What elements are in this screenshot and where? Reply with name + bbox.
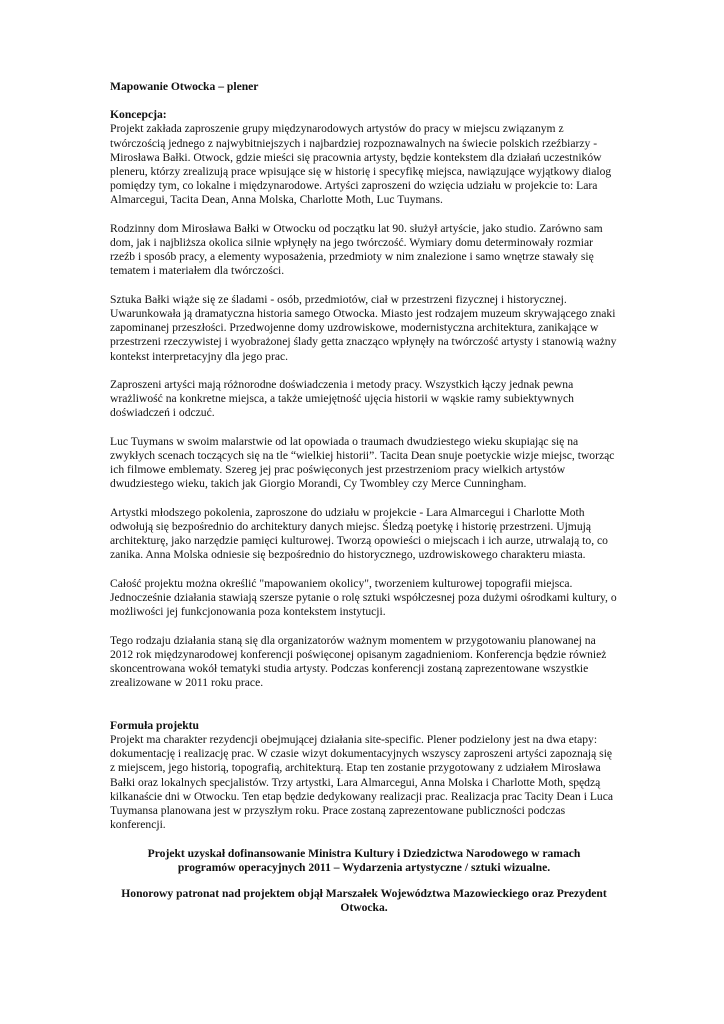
formula-heading: Formuła projektu — [110, 718, 199, 732]
concept-heading: Koncepcja: — [110, 108, 167, 122]
concept-paragraph-7: Całość projektu można określić "mapowaniem okolicy", tworzeniem kulturowej topografii miejsca. Jednocześnie działania stawiają szersze pytanie o rolę sztuki współczesnej poza dużymi ośrodkami kultury, o możliwości jej funkcjonowania poza kontekstem instytucji. — [110, 576, 617, 619]
patronage-note: Honorowy patronat nad projektem objął Marszałek Województwa Mazowieckiego oraz Prezydent Otwocka. — [121, 887, 607, 915]
concept-paragraph-2: Rodzinny dom Mirosława Bałki w Otwocku od początku lat 90. służył artyście, jako studio. Zarówno sam dom, jak i najbliższa okolica silnie wpłynęły na jego twórczość. Wymiary domu determinowały rozmiar rzeźb i sposób pracy, a elementy wyposażenia, przedmioty w nim znalezione i samo wnętrze stawały się tematem i materiałem dla twórczości. — [110, 221, 603, 278]
funding-note: Projekt uzyskał dofinansowanie Ministra Kultury i Dziedzictwa Narodowego w ramach programów operacyjnych 2011 – Wydarzenia artystyczne / sztuki wizualne. — [147, 846, 581, 874]
concept-paragraph-6: Artystki młodszego pokolenia, zaproszone do udziału w projekcie - Lara Almarcegui i Charlotte Moth odwołują się bezpośrednio do architektury danych miejsc. Śledzą poetykę i historię przestrzeni. Ujmują architekturę, jako narzędzie pamięci kulturowej. Tworzą opowieści o miejscach i ich aurze, utrwalają to, co zanika. Anna Molska odniesie się bezpośrednio do historycznego, uzdrowiskowego charakteru miasta. — [110, 505, 608, 562]
document-page — [110, 80, 618, 927]
concept-paragraph-3: Sztuka Bałki wiąże się ze śladami - osób, przedmiotów, ciał w przestrzeni fizycznej i historycznej. Uwarunkowała ją dramatyczna historia samego Otwocka. Miasto jest rodzajem muzeum skrywającego znaki zapominanej przeszłości. Przedwojenne domy uzdrowiskowe, modernistyczna architektura, zanikające w przestrzeni rzeczywistej i wyobrażonej ślady getta znacząco wpłynęły na twórczość artysty i stanowią ważny kontekst interpretacyjny dla jego prac. — [110, 292, 617, 363]
concept-paragraph-8: Tego rodzaju działania staną się dla organizatorów ważnym momentem w przygotowaniu planowanej na 2012 rok międzynarodowej konferencji poświęconej opisanym zagadnieniom. Konferencja będzie również skoncentrowana wokół tematyki studia artysty. Podczas konferencji zostaną zaprezentowane wszystkie zrealizowane w 2011 roku prace. — [110, 633, 607, 690]
formula-paragraph: Projekt ma charakter rezydencji obejmującej działania site-specific. Plener podzielony jest na dwa etapy: dokumentację i realizację prac. W czasie wizyt dokumentacyjnych wszyscy zaproszeni artyści zapoznają się z miejscem, jego historią, topografią, architekturą. Etap ten zostanie przygotowany z udziałem Mirosława Bałki oraz lokalnych specjalistów. Trzy artystki, Lara Almarcegui, Anna Molska i Charlotte Moth, spędzą kilkanaście dni w Otwocku. Ten etap będzie dedykowany realizacji prac. Realizacja prac Tacity Dean i Luca Tuymansa planowana jest w przyszłym roku. Prace zostaną zaprezentowane publiczności podczas konferencji. — [110, 733, 614, 832]
concept-paragraph-5: Luc Tuymans w swoim malarstwie od lat opowiada o traumach dwudziestego wieku skupiając się na zwykłych scenach toczących się na tle “wielkiej historii”. Tacita Dean snuje poetyckie wizje miejsc, tworząc ich filmowe emblematy. Szereg jej prac poświęconych jest przestrzeniom pracy wielkich artystów dwudziestego wieku, takich jak Giorgio Morandi, Cy Twombley czy Merce Cunningham. — [110, 434, 615, 491]
section-spacer — [110, 705, 618, 719]
concept-paragraph-4: Zaproszeni artyści mają różnorodne doświadczenia i metody pracy. Wszystkich łączy jednak pewna wrażliwość na konkretne miejsca, a także umiejętność ujęcia historii w wąskie ramy subiektywnych doświadczeń i odczuć. — [110, 378, 574, 420]
document-title: Mapowanie Otwocka – plener — [110, 80, 259, 93]
concept-paragraph-1: Projekt zakłada zaproszenie grupy międzynarodowych artystów do pracy w miejscu związanym z twórczością jednego z najwybitniejszych i najbardziej rozpoznawalnych na świecie polskich rzeźbiarzy - Mirosława Bałki. Otwock, gdzie mieści się pracownia artysty, będzie kontekstem dla działań uczestników pleneru, którzy zrealizują prace wpisujące się w historię i specyfikę miejsca, nawiązujące wyjątkowy dialog pomiędzy tym, co lokalne i międzynarodowe. Artyści zaproszeni do wzięcia udziału w projekcie to: Lara Almarcegui, Tacita Dean, Anna Molska, Charlotte Moth, Luc Tuymans. — [110, 122, 612, 207]
